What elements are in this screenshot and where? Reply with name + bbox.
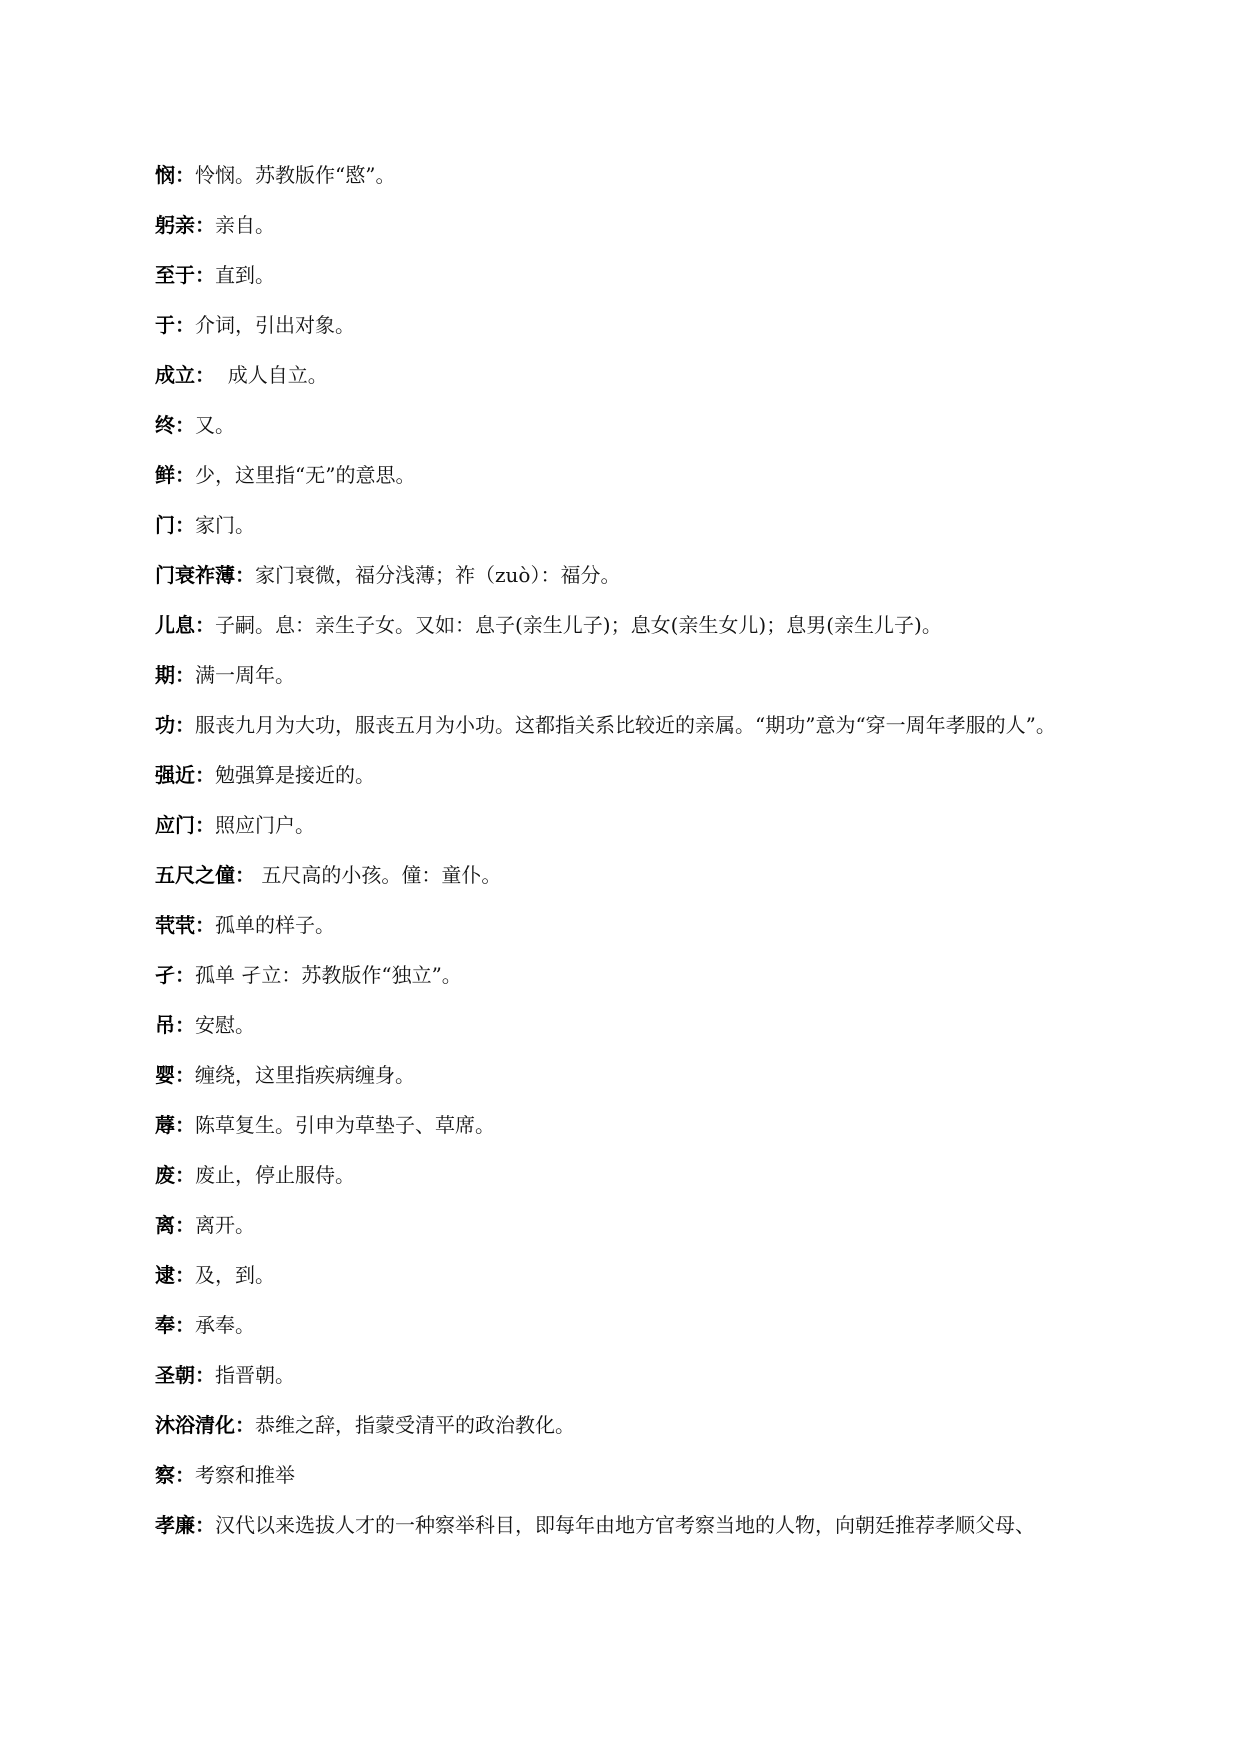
glossary-term: 五尺之僮 xyxy=(155,863,235,887)
glossary-term: 孝廉 xyxy=(155,1513,195,1537)
term-separator: ： xyxy=(175,963,195,987)
glossary-definition: 孤单的样子。 xyxy=(215,913,335,937)
glossary-definition: 离开。 xyxy=(195,1213,255,1237)
term-separator: ： xyxy=(175,1263,195,1287)
term-separator: ： xyxy=(175,1163,195,1187)
glossary-term: 功 xyxy=(155,713,175,737)
glossary-list xyxy=(112,150,1127,1550)
glossary-entry xyxy=(112,1050,1127,1100)
glossary-term: 奉 xyxy=(155,1313,175,1337)
term-separator: ： xyxy=(175,413,195,437)
glossary-term: 鲜 xyxy=(155,463,175,487)
term-separator: ： xyxy=(195,1513,215,1537)
glossary-term: 圣朝 xyxy=(155,1363,195,1387)
glossary-term: 察 xyxy=(155,1463,175,1487)
glossary-definition: 亲自。 xyxy=(215,213,275,237)
glossary-definition: 恭维之辞，指蒙受清平的政治教化。 xyxy=(255,1413,575,1437)
glossary-entry xyxy=(112,850,1127,900)
glossary-entry xyxy=(112,250,1127,300)
glossary-definition: 废止，停止服侍。 xyxy=(195,1163,355,1187)
glossary-entry xyxy=(112,350,1127,400)
term-separator: ： xyxy=(175,1113,195,1137)
term-separator: ： xyxy=(175,163,195,187)
glossary-term: 孑 xyxy=(155,963,175,987)
glossary-term: 儿息 xyxy=(155,613,195,637)
term-separator: ： xyxy=(195,813,215,837)
term-separator: ： xyxy=(175,1463,195,1487)
glossary-entry xyxy=(112,300,1127,350)
glossary-entry xyxy=(112,650,1127,700)
glossary-definition: 家门。 xyxy=(195,513,255,537)
term-separator: ： xyxy=(175,1013,195,1037)
glossary-entry xyxy=(112,950,1127,1000)
glossary-entry xyxy=(112,1000,1127,1050)
term-separator: ： xyxy=(195,363,215,387)
glossary-entry xyxy=(112,900,1127,950)
glossary-entry xyxy=(112,200,1127,250)
glossary-definition: 怜悯。苏教版作“愍”。 xyxy=(195,163,396,187)
glossary-term: 吊 xyxy=(155,1013,175,1037)
glossary-definition: 考察和推举 xyxy=(195,1463,295,1487)
glossary-entry xyxy=(112,1150,1127,1200)
term-separator: ： xyxy=(175,1063,195,1087)
glossary-term: 终 xyxy=(155,413,175,437)
glossary-term: 应门 xyxy=(155,813,195,837)
glossary-term: 蓐 xyxy=(155,1113,175,1137)
glossary-entry xyxy=(112,150,1127,200)
glossary-entry xyxy=(112,550,1127,600)
glossary-entry xyxy=(112,1100,1127,1150)
glossary-definition: 及，到。 xyxy=(195,1263,275,1287)
glossary-definition: 承奉。 xyxy=(195,1313,255,1337)
term-separator: ： xyxy=(175,713,195,737)
glossary-definition: 勉强算是接近的。 xyxy=(215,763,375,787)
glossary-definition: 指晋朝。 xyxy=(215,1363,295,1387)
glossary-term: 悯 xyxy=(155,163,175,187)
glossary-term: 躬亲 xyxy=(155,213,195,237)
glossary-entry xyxy=(112,450,1127,500)
glossary-entry xyxy=(112,1300,1127,1350)
glossary-term: 逮 xyxy=(155,1263,175,1287)
term-separator: ： xyxy=(195,763,215,787)
glossary-definition: 五尺高的小孩。僮：童仆。 xyxy=(255,863,502,887)
term-separator: ： xyxy=(235,563,255,587)
term-separator: ： xyxy=(195,913,215,937)
glossary-term: 期 xyxy=(155,663,175,687)
term-separator: ： xyxy=(235,1413,255,1437)
term-separator: ： xyxy=(175,313,195,337)
glossary-term: 沐浴清化 xyxy=(155,1413,235,1437)
glossary-entry xyxy=(112,700,1127,750)
glossary-definition: 陈草复生。引申为草垫子、草席。 xyxy=(195,1113,495,1137)
glossary-definition: 缠绕，这里指疾病缠身。 xyxy=(195,1063,415,1087)
glossary-definition: 子嗣。息：亲生子女。又如：息子(亲生儿子)；息女(亲生女儿)；息男(亲生儿子)。 xyxy=(215,613,942,637)
glossary-definition: 服丧九月为大功，服丧五月为小功。这都指关系比较近的亲属。“期功”意为“穿一周年孝服的人”。 xyxy=(195,713,1056,737)
glossary-entry xyxy=(112,800,1127,850)
glossary-entry xyxy=(112,1450,1127,1500)
glossary-entry xyxy=(112,400,1127,450)
glossary-entry xyxy=(112,1250,1127,1300)
glossary-definition: 满一周年。 xyxy=(195,663,295,687)
glossary-definition: 安慰。 xyxy=(195,1013,255,1037)
glossary-entry xyxy=(112,600,1127,650)
term-separator: ： xyxy=(195,1363,215,1387)
glossary-entry xyxy=(112,1350,1127,1400)
glossary-entry xyxy=(112,750,1127,800)
glossary-entry xyxy=(112,1500,1127,1550)
glossary-entry xyxy=(112,1200,1127,1250)
glossary-term: 至于 xyxy=(155,263,195,287)
term-separator: ： xyxy=(175,463,195,487)
glossary-definition: 家门衰微，福分浅薄；祚（zuò）：福分。 xyxy=(255,563,621,587)
term-separator: ： xyxy=(175,663,195,687)
glossary-term: 成立 xyxy=(155,363,195,387)
term-separator: ： xyxy=(175,1213,195,1237)
glossary-entry xyxy=(112,500,1127,550)
term-separator: ： xyxy=(235,863,255,887)
glossary-term: 门 xyxy=(155,513,175,537)
glossary-term: 废 xyxy=(155,1163,175,1187)
glossary-definition: 介词，引出对象。 xyxy=(195,313,355,337)
glossary-definition: 成人自立。 xyxy=(215,363,328,387)
glossary-definition: 少，这里指“无”的意思。 xyxy=(195,463,416,487)
term-separator: ： xyxy=(175,513,195,537)
glossary-term: 强近 xyxy=(155,763,195,787)
glossary-term: 离 xyxy=(155,1213,175,1237)
term-separator: ： xyxy=(195,263,215,287)
term-separator: ： xyxy=(175,1313,195,1337)
glossary-term: 茕茕 xyxy=(155,913,195,937)
glossary-term: 门衰祚薄 xyxy=(155,563,235,587)
glossary-term: 婴 xyxy=(155,1063,175,1087)
glossary-entry xyxy=(112,1400,1127,1450)
glossary-definition: 汉代以来选拔人才的一种察举科目，即每年由地方官考察当地的人物，向朝廷推荐孝顺父母、 xyxy=(215,1513,1035,1537)
glossary-term: 于 xyxy=(155,313,175,337)
glossary-definition: 直到。 xyxy=(215,263,275,287)
term-separator: ： xyxy=(195,213,215,237)
glossary-definition: 孤单 孑立：苏教版作“独立”。 xyxy=(195,963,462,987)
term-separator: ： xyxy=(195,613,215,637)
glossary-definition: 照应门户。 xyxy=(215,813,315,837)
glossary-definition: 又。 xyxy=(195,413,235,437)
